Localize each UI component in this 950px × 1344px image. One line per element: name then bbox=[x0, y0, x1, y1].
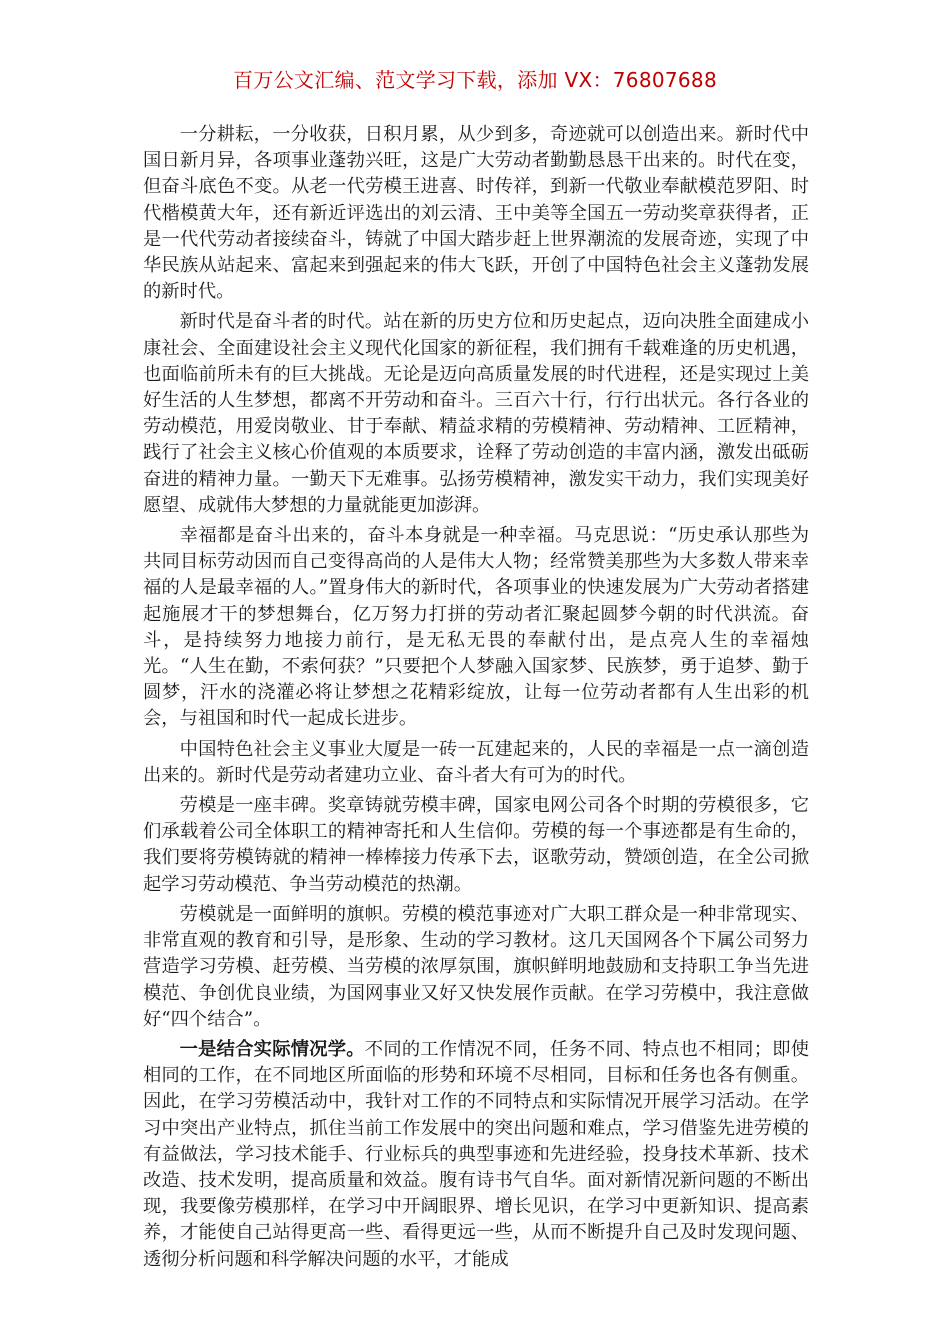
paragraph-2: 新时代是奋斗者的时代。站在新的历史方位和历史起点，迈向决胜全面建成小康社会、全面建设社会主义现代化国家的新征程，我们拥有千载难逢的历史机遇，也面临前所未有的巨大挑战。无论是迈向高质量发展的时代进程，还是实现过上美好生活的人生梦想，都离不开劳动和奋斗。三百六十行，行行出状元。各行各业的劳动模范，用爱岗敬业、甘于奉献、精益求精的劳模精神、劳动精神、工匠精神，践行了社会主义核心价值观的本质要求，诠释了劳动创造的丰富内涵，激发出砥砺奋进的精神力量。一勤天下无难事。弘扬劳模精神，激发实干动力，我们实现美好愿望、成就伟大梦想的力量就能更加澎湃。 bbox=[143, 311, 809, 516]
header-banner: 百万公文汇编、范文学习下载，添加 VX：76807688 bbox=[233, 68, 717, 92]
article-body bbox=[143, 122, 809, 1277]
paragraph-6: 劳模就是一面鲜明的旗帜。劳模的模范事迹对广大职工群众是一种非常现实、非常直观的教育和引导，是形象、生动的学习教材。这几天国网各个下属公司努力营造学习劳模、赶劳模、当劳模的浓厚氛围，旗帜鲜明地鼓励和支持职工争当先进模范、争创优良业绩，为国网事业又好又快发展作贡献。在学习劳模中，我注意做好“四个结合”。 bbox=[143, 903, 809, 1030]
paragraph-7-text: 不同的工作情况不同，任务不同、特点也不相同；即使相同的工作，在不同地区所面临的形势和环境不尽相同，目标和任务也各有侧重。因此，在学习劳模活动中，我针对工作的不同特点和实际情况开展学习活动。在学习中突出产业特点，抓住当前工作发展中的突出问题和难点，学习借鉴先进劳模的有益做法，学习技术能手、行业标兵的典型事迹和先进经验，投身技术革新、技术改造、技术发明，提高质量和效益。腹有诗书气自华。面对新情况新问题的不断出现，我要像劳模那样，在学习中开阔眼界、增长见识，在学习中更新知识、提高素养，才能使自己站得更高一些、看得更远一些，从而不断提升自己及时发现问题、透彻分析问题和科学解决问题的水平，才能成 bbox=[143, 1038, 810, 1270]
paragraph-5: 劳模是一座丰碑。奖章铸就劳模丰碑，国家电网公司各个时期的劳模很多，它们承载着公司全体职工的精神寄托和人生信仰。劳模的每一个事迹都是有生命的，我们要将劳模铸就的精神一棒棒接力传承下去，讴歌劳动，赞颂创造，在全公司掀起学习劳动模范、争当劳动模范的热潮。 bbox=[143, 795, 809, 895]
paragraph-7 bbox=[143, 1037, 809, 1273]
paragraph-3: 幸福都是奋斗出来的，奋斗本身就是一种幸福。马克思说：“历史承认那些为共同目标劳动因而自己变得高尚的人是伟大人物；经常赞美那些为大多数人带来幸福的人是最幸福的人。”置身伟大的新时代，各项事业的快速发展为广大劳动者搭建起施展才干的梦想舞台，亿万努力打拼的劳动者汇聚起圆梦今朝的时代洪流。奋斗，是持续努力地接力前行，是无私无畏的奉献付出，是点亮人生的幸福烛光。“人生在勤，不索何获？”只要把个人梦融入国家梦、民族梦，勇于追梦、勤于圆梦，汗水的浇灌必将让梦想之花精彩绽放，让每一位劳动者都有人生出彩的机会，与祖国和时代一起成长进步。 bbox=[143, 525, 809, 730]
paragraph-4: 中国特色社会主义事业大厦是一砖一瓦建起来的，人民的幸福是一点一滴创造出来的。新时代是劳动者建功立业、奋斗者大有可为的时代。 bbox=[143, 738, 809, 786]
paragraph-7-lead: 一是结合实际情况学。 bbox=[179, 1038, 365, 1060]
paragraph-1: 一分耕耘，一分收获，日积月累，从少到多，奇迹就可以创造出来。新时代中国日新月异，各项事业蓬勃兴旺，这是广大劳动者勤勤恳恳干出来的。时代在变，但奋斗底色不变。从老一代劳模王进喜、时传祥，到新一代敬业奉献模范罗阳、时代楷模黄大年，还有新近评选出的刘云清、王中美等全国五一劳动奖章获得者，正是一代代劳动者接续奋斗，铸就了中国大踏步赶上世界潮流的发展奇迹，实现了中华民族从站起来、富起来到强起来的伟大飞跃，开创了中国特色社会主义蓬勃发展的新时代。 bbox=[143, 124, 809, 303]
